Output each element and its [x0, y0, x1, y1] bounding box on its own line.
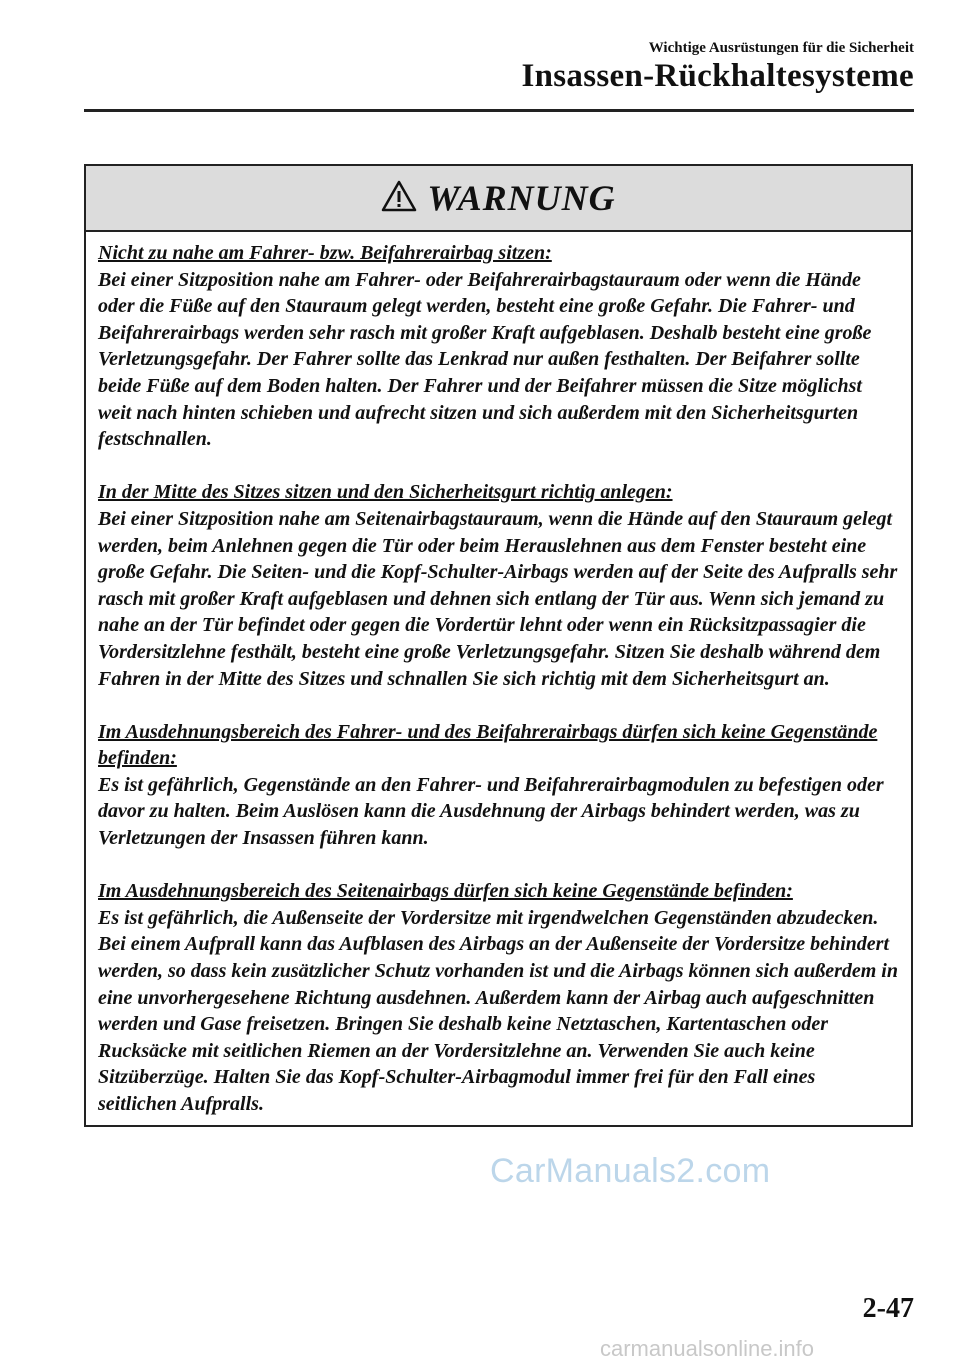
- section-kicker: Wichtige Ausrüstungen für die Sicherheit: [648, 40, 914, 56]
- section-text: Bei einer Sitzposition nahe am Seitenairbagstauraum, wenn die Hände auf den Stauraum gelegt werden, beim Anlehnen gegen die Tür oder beim Herauslehnen aus dem Fenster besteht eine große Gefahr. Die Seiten- und die Kopf-Schulter-Airbags werden auf der Seite des Aufpralls sehr rasch mit großer Kraft aufgeblasen und dehnen sich entlang der Tür aus. Wenn sich jemand zu nahe an der Tür befindet oder gegen die Vordertür lehnt oder wenn ein Rücksitzpassagier die Vordersitzlehne festhält, besteht eine große Verletzungsgefahr. Sitzen Sie deshalb während dem Fahren in der Mitte des Sitzes und schnallen Sie sich richtig mit dem Sicherheitsgurt an.: [98, 507, 898, 690]
- section-heading: Im Ausdehnungsbereich des Seitenairbags dürfen sich keine Gegenstände befinden:: [98, 880, 793, 903]
- warning-box: [84, 164, 913, 1127]
- footer-watermark: carmanualsonline.info: [600, 1336, 815, 1361]
- warning-section: [98, 719, 899, 852]
- page-number: 2-47: [862, 1293, 914, 1324]
- section-text: Bei einer Sitzposition nahe am Fahrer- oder Beifahrerairbagstauraum oder wenn die Hände oder die Füße auf den Stauraum gelegt werden, besteht eine große Gefahr. Die Fahrer- und Beifahrerairbags werden sehr rasch mit großer Kraft aufgeblasen. Deshalb besteht eine große Verletzungsgefahr. Der Fahrer sollte das Lenkrad nur außen festhalten. Der Beifahrer sollte beide Füße auf dem Boden halten. Der Fahrer und der Beifahrer müssen die Sitze möglichst weit nach hinten schieben und aufrecht sitzen und sich außerdem mit den Sicherheitsgurten festschnallen.: [98, 268, 872, 451]
- warning-section: [98, 479, 899, 692]
- watermark-logo: CarManuals2.com: [490, 1152, 771, 1190]
- warning-header: [86, 166, 911, 232]
- warning-title: WARNUNG: [427, 178, 616, 218]
- warning-section: [98, 878, 899, 1117]
- warning-triangle-icon: [381, 180, 417, 217]
- section-heading: In der Mitte des Sitzes sitzen und den Sicherheitsgurt richtig anlegen:: [98, 481, 673, 504]
- section-text: Es ist gefährlich, die Außenseite der Vordersitze mit irgendwelchen Gegenständen abzudecken. Bei einem Aufprall kann das Aufblasen des Airbags an der Außenseite der Vordersitze behindert werden, so dass kein zusätzlicher Schutz vorhanden ist und die Airbags können sich außerdem in eine unvorhergesehene Richtung ausdehnen. Außerdem kann der Airbag auch aufgeschnitten werden und Gase freisetzen. Bringen Sie deshalb keine Netztaschen, Kartentaschen oder Rucksäcke mit seitlichen Riemen an der Vordersitzlehne an. Verwenden Sie auch keine Sitzüberzüge. Halten Sie das Kopf-Schulter-Airbagmodul immer frei für den Fall eines seitlichen Aufpralls.: [98, 906, 898, 1115]
- section-text: Es ist gefährlich, Gegenstände an den Fahrer- und Beifahrerairbagmodulen zu befestigen oder davor zu halten. Beim Auslösen kann die Ausdehnung der Airbags behindert werden, was zu Verletzungen der Insassen führen kann.: [98, 773, 884, 850]
- header-divider: [84, 109, 914, 112]
- warning-section: [98, 240, 899, 453]
- warning-body: [86, 232, 911, 1118]
- section-heading: Im Ausdehnungsbereich des Fahrer- und des Beifahrerairbags dürfen sich keine Gegenstände befinden:: [98, 720, 878, 770]
- page-title: Insassen-Rückhaltesysteme: [521, 58, 914, 94]
- section-heading: Nicht zu nahe am Fahrer- bzw. Beifahrerairbag sitzen:: [98, 242, 552, 264]
